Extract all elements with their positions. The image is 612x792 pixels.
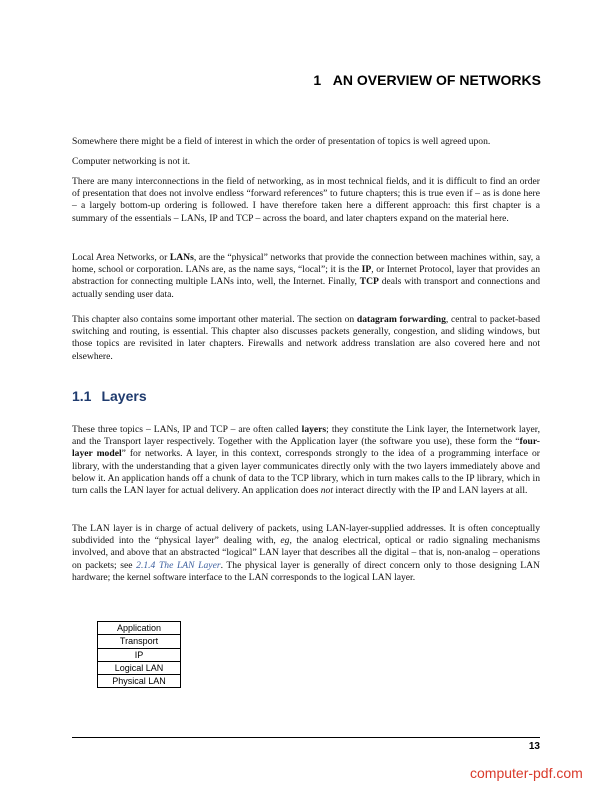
term-four-layer-model: four-layer model xyxy=(72,436,540,460)
layer-physical-lan: Physical LAN xyxy=(98,675,181,688)
intro-paragraph-1: Somewhere there might be a field of interest in which the order of presentation of topics is well agreed upon. xyxy=(72,136,491,147)
footer-rule xyxy=(72,737,540,738)
section-title: Layers xyxy=(101,388,147,404)
text-run: , or Internet Protocol, layer that provides an abstraction for connecting multiple LANs into, well, the Internet. Finally, xyxy=(72,264,540,288)
layer-application: Application xyxy=(98,622,181,635)
intro-paragraph-2: Computer networking is not it. xyxy=(72,156,191,167)
layer-stack-diagram xyxy=(97,621,181,688)
layers-paragraph-2 xyxy=(72,523,540,584)
intro-paragraph-5 xyxy=(72,314,540,363)
layers-paragraph-1 xyxy=(72,424,540,497)
term-layers: layers xyxy=(301,424,327,435)
intro-paragraph-4 xyxy=(72,252,540,301)
term-datagram-forwarding: datagram forwarding xyxy=(356,314,446,325)
text-run: interact directly with the IP and LAN layers at all. xyxy=(333,485,528,497)
text-run: deals with transport and connections and actually sending user data. xyxy=(72,276,540,300)
term-lans: LANs xyxy=(169,252,194,263)
layer-ip: IP xyxy=(98,648,181,661)
term-ip: IP xyxy=(361,264,372,276)
text-run: . The physical layer is generally of direct concern only to those designing LAN hardware; the kernel software interface to the LAN corresponds to the logical LAN layer. xyxy=(72,559,540,583)
watermark-text: computer-pdf.com xyxy=(470,765,583,781)
cross-reference-link[interactable]: 2.1.4 The LAN Layer xyxy=(136,559,221,571)
text-run: ; they constitute the Link layer, the Internetwork layer, and the Transport layer respectively. Together with the Application layer (the software you use), these form the “ xyxy=(72,424,541,448)
text-run: Local Area Networks, or xyxy=(72,252,170,263)
emphasis-eg: eg xyxy=(280,535,290,547)
section-number: 1.1 xyxy=(72,388,92,404)
text-run: This chapter also contains some important other material. The section on xyxy=(72,314,357,325)
page-number: 13 xyxy=(528,741,540,752)
text-run: These three topics – LANs, IP and TCP – are often called xyxy=(72,424,302,435)
text-run: ” for networks. A layer, in this context, corresponds strongly to the idea of a programming interface or library, with the understanding that a given layer communicates directly only with the two layers immediately above and below it. An application hands off a chunk of data to the TCP library, which in turn makes calls to the IP library, which in turn calls the LAN layer for actual delivery. An application does xyxy=(72,448,540,497)
text-run: , are the “physical” networks that provide the connection between machines within, say, a home, school or corporation. LANs are, as the name says, “local”; it is the xyxy=(72,252,540,276)
intro-paragraph-3: There are many interconnections in the field of networking, as in most technical fields, and it is difficult to find an order of presentation that does not involve endless “forward references” to future chapters; this is true even if – as is done here – a largely bottom-up ordering is followed. I have therefore taken here a different approach: this first chapter is a summary of the essentials – LANs, IP and TCP – across the board, and later chapters expand on the material here. xyxy=(72,176,540,224)
layer-transport: Transport xyxy=(98,635,181,648)
text-run: , central to packet-based switching and routing, is essential. This chapter also discusses packets generally, congestion, and sliding windows, but those topics are revisited in later chapters. Firewalls and network address translation are also covered here and not elsewhere. xyxy=(72,314,540,362)
text-run: , the analog electrical, optical or radio signaling mechanisms involved, and above that an abstracted “logical” LAN layer that describes all the digital – that is, non-analog – operations on packets; see xyxy=(72,535,540,571)
chapter-number: 1 xyxy=(313,72,322,88)
term-tcp: TCP xyxy=(359,276,379,288)
section-heading xyxy=(72,388,147,404)
chapter-title xyxy=(300,72,541,88)
chapter-title-text: AN OVERVIEW OF NETWORKS xyxy=(332,72,541,88)
layer-logical-lan: Logical LAN xyxy=(98,661,181,674)
emphasis-not: not xyxy=(320,485,333,497)
text-run: The LAN layer is in charge of actual delivery of packets, using LAN-layer-supplied addresses. It is often conceptually subdivided into the “physical layer” dealing with, xyxy=(72,523,540,547)
